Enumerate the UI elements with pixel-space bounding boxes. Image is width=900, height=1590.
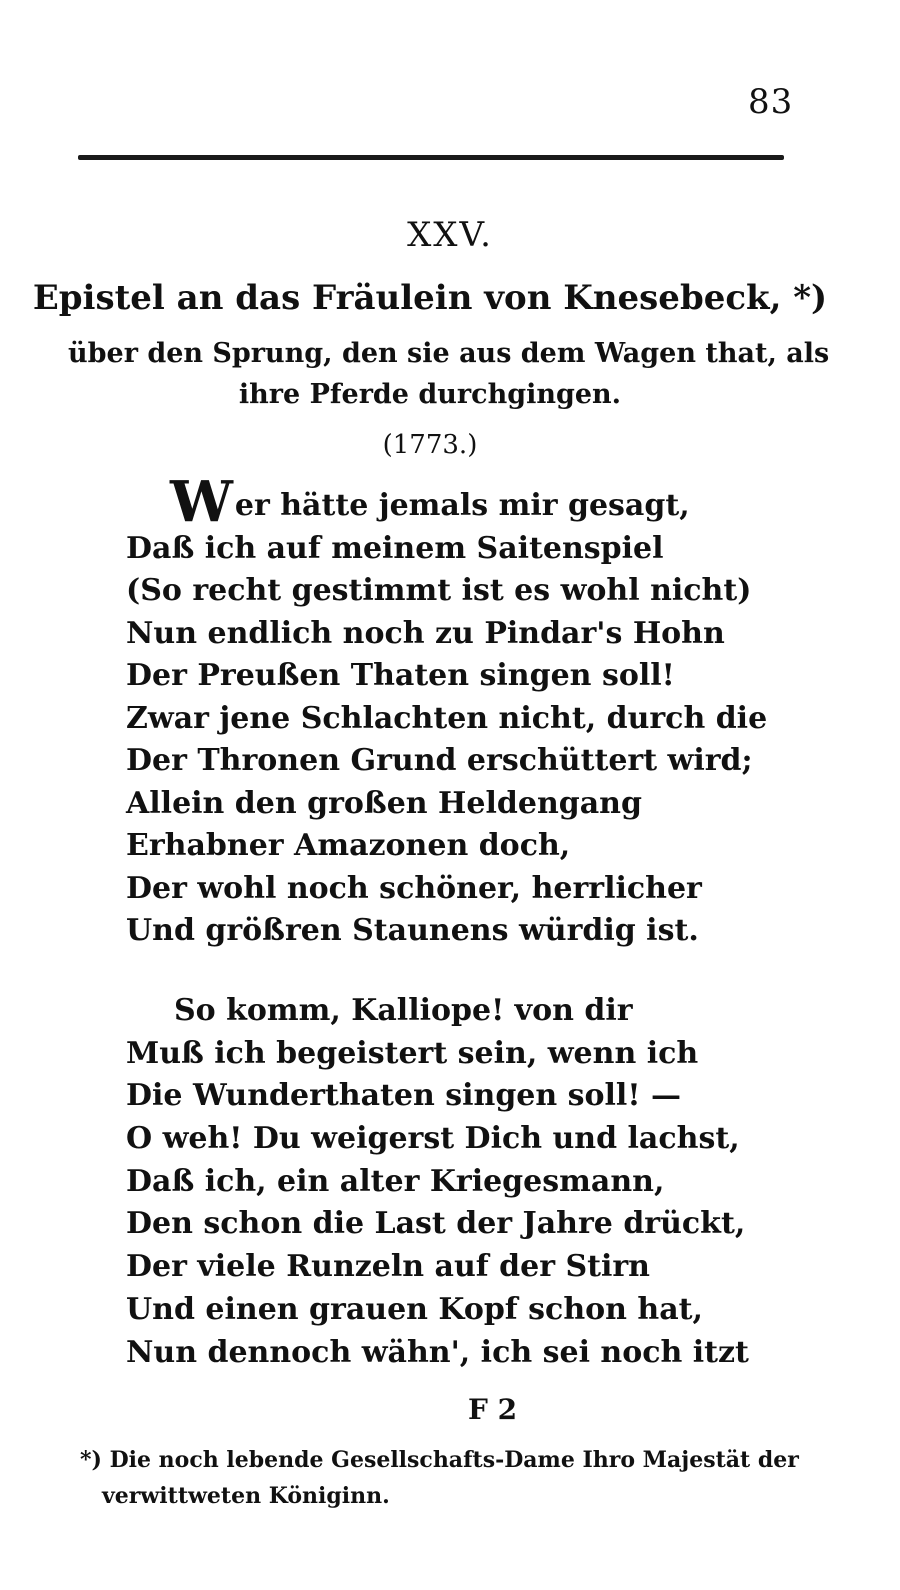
verse-line: Zwar jene Schlachten nicht, durch die	[126, 700, 768, 736]
footnote-line-2: verwittweten Königinn.	[102, 1483, 390, 1509]
verse-line: Daß ich, ein alter Kriegesmann,	[126, 1163, 665, 1199]
poem-year: (1773.)	[382, 430, 478, 460]
page-number: 83	[748, 82, 794, 122]
poem-number: XXV.	[407, 215, 493, 255]
footnote	[80, 1442, 799, 1514]
verse-line: Der viele Runzeln auf der Stirn	[126, 1249, 650, 1285]
verse-line: Allein den großen Heldengang	[126, 785, 642, 821]
verse-line: Und einen grauen Kopf schon hat,	[126, 1291, 703, 1327]
verse-line	[126, 469, 690, 535]
verse-line-text: er hätte jemals mir gesagt,	[234, 488, 690, 523]
verse-line: Den schon die Last der Jahre drückt,	[126, 1206, 746, 1242]
verse-line: O weh! Du weigerst Dich und lachst,	[126, 1121, 740, 1157]
verse-line: Erhabner Amazonen doch,	[126, 828, 571, 863]
verse-line: Der wohl noch schöner, herrlicher	[126, 870, 702, 906]
verse-line: Muß ich begeistert sein, wenn ich	[126, 1035, 699, 1071]
signature-mark: F 2	[468, 1393, 518, 1426]
verse-line: Die Wunderthaten singen soll! —	[126, 1078, 681, 1114]
drop-cap: W	[170, 469, 233, 535]
poem-subtitle-line-1: über den Sprung, den sie aus dem Wagen that, als	[68, 338, 830, 369]
poem-subtitle-line-2: ihre Pferde durchgingen.	[238, 379, 622, 410]
stanza-1	[126, 469, 768, 953]
poem-title: Epistel an das Fräulein von Knesebeck, *)	[32, 278, 828, 318]
verse-line: Und größren Staunens würdig ist.	[126, 913, 699, 948]
stanza-2	[126, 990, 749, 1374]
verse-line: Nun endlich noch zu Pindar's Hohn	[126, 615, 725, 651]
verse-line: So komm, Kalliope! von dir	[174, 993, 633, 1028]
verse-line: Der Thronen Grund erschüttert wird;	[126, 743, 753, 778]
verse-line: Der Preußen Thaten singen soll!	[126, 658, 675, 693]
footnote-line-1: *) Die noch lebende Gesellschafts-Dame Ihro Majestät der	[80, 1447, 799, 1473]
verse-line: Daß ich auf meinem Saitenspiel	[126, 530, 664, 566]
verse-line: (So recht gestimmt ist es wohl nicht)	[126, 573, 752, 608]
header-rule	[78, 155, 784, 160]
verse-line: Nun dennoch wähn', ich sei noch itzt	[126, 1334, 749, 1370]
